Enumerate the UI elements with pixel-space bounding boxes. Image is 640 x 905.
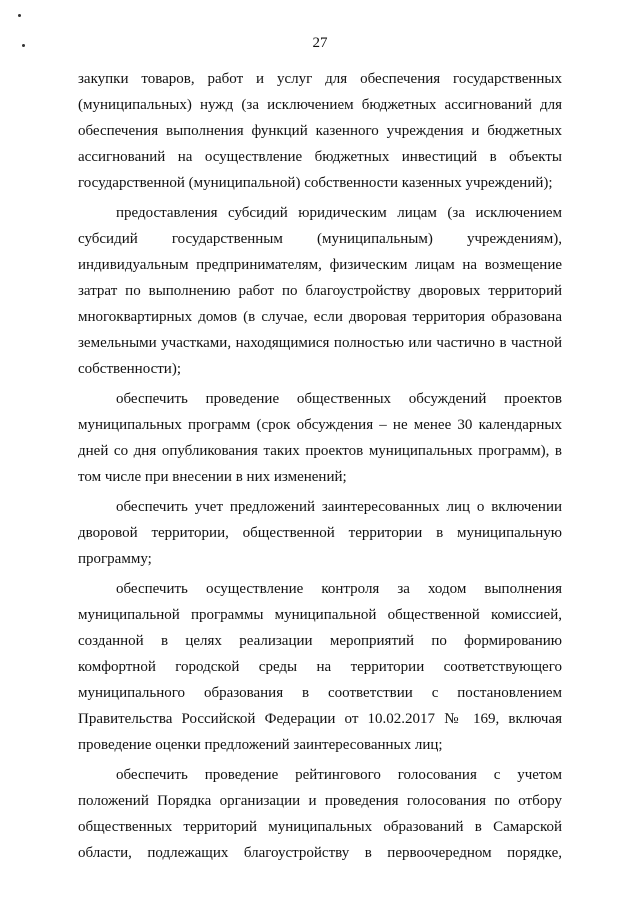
paragraph [78,576,562,758]
text-line: закупки товаров, работ и услуг для обеспечения государственных [78,71,562,87]
paragraph [78,762,562,866]
text-line: предоставления субсидий юридическим лицам (за исключением [116,205,562,221]
text-line: общественных территорий муниципальных образований в Самарской [78,819,562,835]
text-line: области, подлежащих благоустройству в первоочередном порядке, [78,845,562,861]
text-line: обеспечить учет предложений заинтересованных лиц о включении [116,499,562,515]
text-line: ассигнований на осуществление бюджетных инвестиций в объекты [78,149,562,165]
paragraph [78,200,562,382]
paragraph [78,494,562,572]
text-line: (муниципальных) нужд (за исключением бюджетных ассигнований для [78,97,562,113]
paragraph [78,386,562,490]
text-line: Правительства Российской Федерации от 10.02.2017 № 169, включая [78,711,562,727]
page-number: 27 [312,35,328,51]
text-line: муниципальных программ (срок обсуждения – не менее 30 календарных [78,417,562,433]
text-line: собственности); [78,361,181,377]
scan-speck [18,14,21,17]
text-line: том числе при внесении в них изменений; [78,469,347,485]
text-line: государственной (муниципальной) собственности казенных учреждений); [78,175,553,191]
text-line: индивидуальным предпринимателям, физическим лицам на возмещение [78,257,562,273]
text-line: комфортной городской среды на территории соответствующего [78,659,562,675]
text-line: проведение оценки предложений заинтересованных лиц; [78,737,443,753]
text-line: дворовой территории, общественной территории в муниципальную [78,525,562,541]
text-line: земельными участками, находящимися полностью или частично в частной [78,335,562,351]
text-line: обеспечить проведение общественных обсуждений проектов [116,391,562,407]
text-line: обеспечить осуществление контроля за ходом выполнения [116,581,562,597]
text-line: субсидий государственным (муниципальным) учреждениям), [78,231,562,247]
text-line: муниципального образования в соответствии с постановлением [78,685,562,701]
text-line: муниципальной программы муниципальной общественной комиссией, [78,607,562,623]
text-line: программу; [78,551,152,567]
paragraph [78,66,562,196]
text-line: обеспечения выполнения функций казенного учреждения и бюджетных [78,123,562,139]
text-line: затрат по выполнению работ по благоустройству дворовых территорий [78,283,562,299]
text-line: созданной в целях реализации мероприятий по формированию [78,633,562,649]
text-line: многоквартирных домов (в случае, если дворовая территория образована [78,309,562,325]
text-line: положений Порядка организации и проведения голосования по отбору [78,793,562,809]
text-line: обеспечить проведение рейтингового голосования с учетом [116,767,562,783]
document-body [78,66,562,870]
text-line: дней со дня опубликования таких проектов муниципальных программ), в [78,443,562,459]
